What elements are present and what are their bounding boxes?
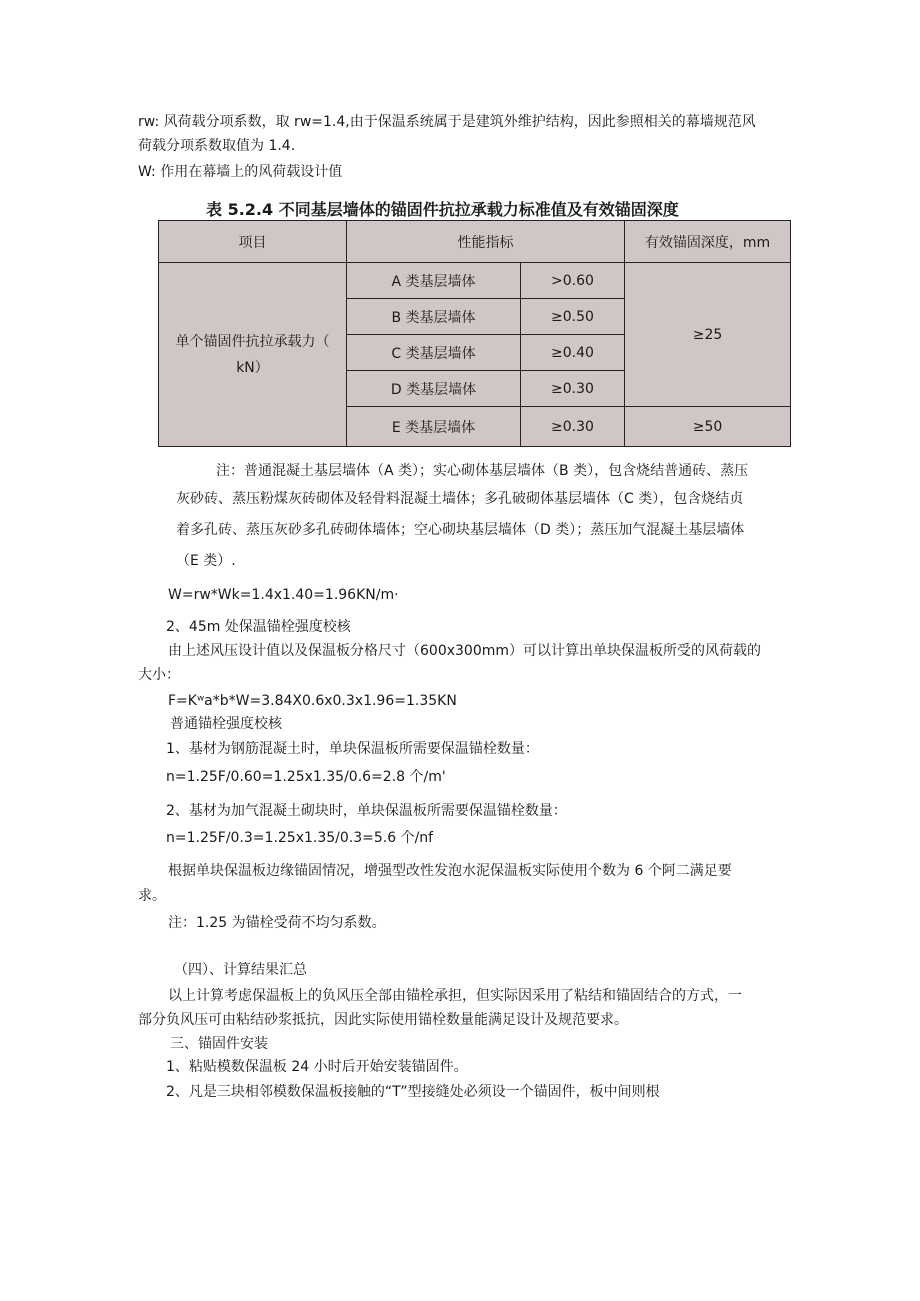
w-definition: W: 作用在幕墙上的风荷载设计值 <box>138 164 343 180</box>
table-note-line1: 注：普通混凝土基层墙体（A 类）；实心砌体基层墙体（B 类），包含烧结普通砖、蒸压 <box>216 463 749 479</box>
capacity-value-cell: ≥0.40 <box>521 335 625 371</box>
n2-formula: n=1.25F∕0.3=1.25x1.35/0.3=5.6 个/nf <box>166 830 434 846</box>
install-item2: 2、凡是三块相邻模数保温板接触的“T”型接缝处必须设一个锚固件，板中间则根 <box>166 1084 660 1100</box>
depth-e-cell: ≥50 <box>625 407 791 447</box>
table-title: 表 5.2.4 不同基层墙体的锚固件抗拉承载力标准值及有效锚固深度 <box>206 200 679 219</box>
aerated-block-item: 2、基材为加气混凝土砌块时，单块保温板所需要保温锚栓数量： <box>166 803 567 819</box>
header-performance: 性能指标 <box>347 221 625 263</box>
header-item: 项目 <box>159 221 347 263</box>
anchor-count-para-line2: 求。 <box>138 888 166 904</box>
summary-line2: 部分负风压可由粘结砂浆抵抗，因此实际使用锚栓数量能满足设计及规范要求。 <box>138 1012 628 1028</box>
wall-type-cell: C 类基层墙体 <box>347 335 521 371</box>
capacity-value-cell: ≥0.50 <box>521 299 625 335</box>
wall-type-cell: B 类基层墙体 <box>347 299 521 335</box>
wind-load-para-line2: 大小： <box>138 667 180 683</box>
install-item1: 1、粘贴模数保温板 24 小时后开始安装锚固件。 <box>166 1059 468 1075</box>
table-note-line2: 灰砂砖、蒸压粉煤灰砖砌体及轻骨料混凝土墙体；多孔破砌体基层墙体（C 类），包含烧结贞 <box>176 491 744 507</box>
install-heading: 三、锚固件安装 <box>170 1036 268 1052</box>
rw-definition-line1: rw: 风荷载分项系数，取 rw=1.4,由于保温系统属于是建筑外维护结构，因此参照相关的幕墙规范风 <box>138 114 756 130</box>
capacity-value-cell: >0.60 <box>521 263 625 299</box>
table-header-row <box>159 221 791 263</box>
coefficient-note: 注：1.25 为锚栓受荷不均匀系数。 <box>168 915 386 931</box>
rw-definition-line2: 荷载分项系数取值为 1.4. <box>138 138 296 154</box>
wall-type-cell: A 类基层墙体 <box>347 263 521 299</box>
f-formula: F=Kʷa*b*W=3.84X0.6x0.3x1.96=1.35KN <box>168 693 457 709</box>
capacity-value-cell: ≥0.30 <box>521 407 625 447</box>
wall-type-cell: D 类基层墙体 <box>347 371 521 407</box>
summary-line1: 以上计算考虑保温板上的负风压全部由锚栓承担，但实际因采用了粘结和锚固结合的方式，一 <box>168 988 742 1004</box>
anchor-capacity-table <box>158 220 791 447</box>
wind-load-para-line1: 由上述风压设计值以及保温板分格尺寸（600x300mm）可以计算出单块保温板所受的风荷载的 <box>168 643 762 659</box>
wall-type-cell: E 类基层墙体 <box>347 407 521 447</box>
n1-formula: n=1.25F∕0.60=1.25x1.35/0.6=2.8 个∕m' <box>166 769 446 785</box>
table-note-line4: （E 类）. <box>176 553 236 569</box>
section-45m-heading: 2、45m 处保温锚栓强度校核 <box>166 619 351 635</box>
summary-heading: （四）、计算结果汇总 <box>174 962 307 978</box>
anchor-count-para-line1: 根据单块保温板边缘锚固情况，增强型改性发泡水泥保温板实际使用个数为 6 个阿二满足要 <box>168 863 732 879</box>
table-note-line3: 着多孔砖、蒸压灰砂多孔砖砌体墙体；空心砌块基层墙体（D 类）；蒸压加气混凝土基层墙体 <box>176 522 745 538</box>
table-row <box>159 263 791 299</box>
depth-abcd-cell: ≥25 <box>625 263 791 407</box>
capacity-value-cell: ≥0.30 <box>521 371 625 407</box>
normal-anchor-check-heading: 普通锚栓强度校核 <box>170 716 282 732</box>
w-formula: W=rw*Wk=1.4x1.40=1.96KN∕m· <box>168 587 399 603</box>
item-label-line2: kN） <box>236 359 269 376</box>
item-label-cell <box>159 263 347 447</box>
item-label-line1: 单个锚固件抗拉承载力（ <box>175 333 330 350</box>
concrete-substrate-item: 1、基材为钢筋混凝土时，单块保温板所需要保温锚栓数量： <box>166 741 539 757</box>
header-depth: 有效锚固深度，mm <box>625 221 791 263</box>
